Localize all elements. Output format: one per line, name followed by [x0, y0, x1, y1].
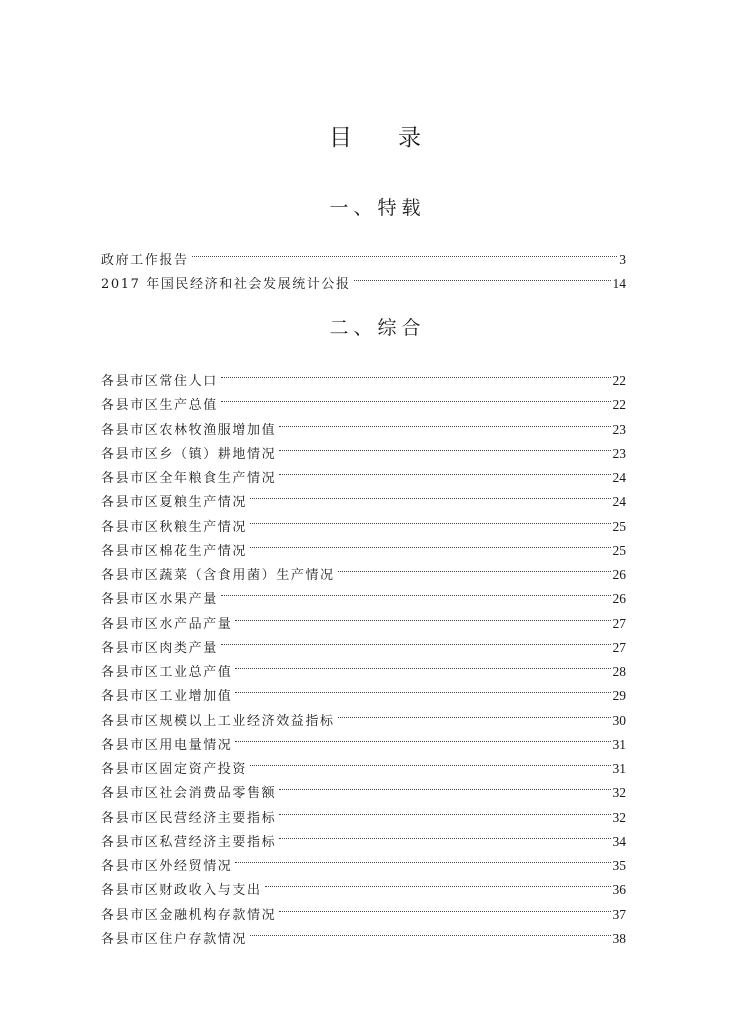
- dot-leader: [354, 264, 611, 288]
- toc-entry-page: 37: [612, 906, 626, 922]
- toc-entry-label: 各县市区常住人口: [101, 374, 218, 389]
- toc-entry-label: 各县市区民营经济主要指标: [101, 810, 277, 826]
- toc-entry-page: 27: [612, 615, 626, 631]
- toc-entry-page: 29: [612, 688, 626, 704]
- toc-entry-label: 各县市区住户存款情况: [101, 931, 248, 947]
- dot-leader: [235, 676, 610, 700]
- toc-entry-label: 各县市区水产品产量: [101, 616, 233, 632]
- toc-entry-page: 26: [612, 591, 626, 607]
- dot-leader: [221, 385, 611, 409]
- toc-entry-label: 各县市区用电量情况: [101, 737, 233, 753]
- dot-leader: [250, 507, 610, 531]
- toc-entry-label: 各县市区棉花生产情况: [101, 543, 248, 559]
- toc-entry-page: 26: [612, 567, 626, 582]
- dot-leader: [279, 434, 610, 458]
- toc-entry-label: 2017 年国民经济和社会发展统计公报: [101, 277, 351, 293]
- toc-entry-label: 各县市区私营经济主要指标: [101, 834, 277, 850]
- toc-entry-label: 各县市区工业总产值: [101, 665, 233, 680]
- toc-entry-page: 3: [619, 252, 626, 267]
- toc-entry-page: 22: [612, 373, 626, 388]
- toc-entry-label: 各县市区水果产量: [101, 592, 218, 608]
- toc-entry-label: 各县市区肉类产量: [101, 640, 218, 656]
- toc-entry-label: 各县市区财政收入与支出: [101, 883, 262, 899]
- dot-leader: [279, 822, 610, 846]
- dot-leader: [235, 652, 610, 676]
- toc-entry-page: 25: [612, 518, 626, 534]
- dot-leader: [265, 870, 611, 894]
- toc-entry-label: 各县市区金融机构存款情况: [101, 907, 277, 923]
- dot-leader: [235, 604, 610, 628]
- toc-list-overview: [101, 361, 626, 947]
- toc-entry-page: 23: [612, 421, 626, 437]
- dot-leader: [250, 531, 610, 555]
- dot-leader: [279, 798, 610, 822]
- toc-entry-page: 36: [612, 882, 626, 898]
- dot-leader: [279, 773, 610, 797]
- toc-entry-label: 各县市区规模以上工业经济效益指标: [101, 713, 335, 729]
- page-title: 目录: [329, 125, 467, 151]
- toc-entry-label: 各县市区生产总值: [101, 398, 218, 414]
- dot-leader: [221, 361, 611, 385]
- toc-entry-page: 35: [612, 858, 626, 873]
- toc-entry[interactable]: [101, 240, 626, 268]
- toc-entry-label: 政府工作报告: [101, 253, 189, 268]
- toc-entry-page: 31: [612, 761, 626, 776]
- section-heading-special: 一、特载: [329, 197, 426, 219]
- toc-entry-page: 14: [612, 276, 626, 292]
- dot-leader: [221, 579, 611, 603]
- toc-entry-label: 各县市区蔬菜（含食用菌）生产情况: [101, 568, 335, 583]
- toc-entry-page: 28: [612, 664, 626, 679]
- dot-leader: [235, 725, 610, 749]
- toc-entry-page: 32: [612, 809, 626, 825]
- toc-entry-label: 各县市区秋粮生产情况: [101, 519, 248, 535]
- toc-entry-label: 各县市区工业增加值: [101, 689, 233, 705]
- toc-entry-page: 34: [612, 833, 626, 849]
- toc-entry-label: 各县市区社会消费品零售额: [101, 786, 277, 802]
- toc-entry-page: 38: [612, 930, 626, 946]
- toc-entry-page: 22: [612, 397, 626, 413]
- dot-leader: [250, 749, 610, 773]
- toc-entry-label: 各县市区外经贸情况: [101, 859, 233, 874]
- dot-leader: [279, 410, 610, 434]
- toc-entry-page: 23: [612, 445, 626, 461]
- toc-entry-page: 27: [612, 639, 626, 655]
- dot-leader: [338, 701, 611, 725]
- toc-entry-page: 32: [612, 785, 626, 801]
- dot-leader: [192, 240, 618, 264]
- toc-entry-label: 各县市区乡（镇）耕地情况: [101, 446, 277, 462]
- toc-entry-label: 各县市区农林牧渔服增加值: [101, 422, 277, 438]
- dot-leader: [338, 555, 611, 579]
- toc-entry-label: 各县市区夏粮生产情况: [101, 495, 248, 511]
- toc-entry-page: 25: [612, 542, 626, 558]
- toc-entry-label: 各县市区固定资产投资: [101, 762, 248, 777]
- dot-leader: [221, 628, 611, 652]
- toc-entry-label: 各县市区全年粮食生产情况: [101, 471, 277, 486]
- dot-leader: [250, 482, 610, 506]
- dot-leader: [235, 846, 610, 870]
- dot-leader: [279, 458, 610, 482]
- dot-leader: [250, 919, 610, 943]
- dot-leader: [279, 895, 610, 919]
- toc-entry-page: 31: [612, 736, 626, 752]
- toc-entry-page: 24: [612, 470, 626, 485]
- toc-entry-page: 30: [612, 712, 626, 728]
- toc-list-special: [101, 240, 626, 293]
- section-heading-overview: 二、综合: [329, 317, 426, 339]
- toc-entry[interactable]: [101, 361, 626, 389]
- toc-entry-page: 24: [612, 494, 626, 510]
